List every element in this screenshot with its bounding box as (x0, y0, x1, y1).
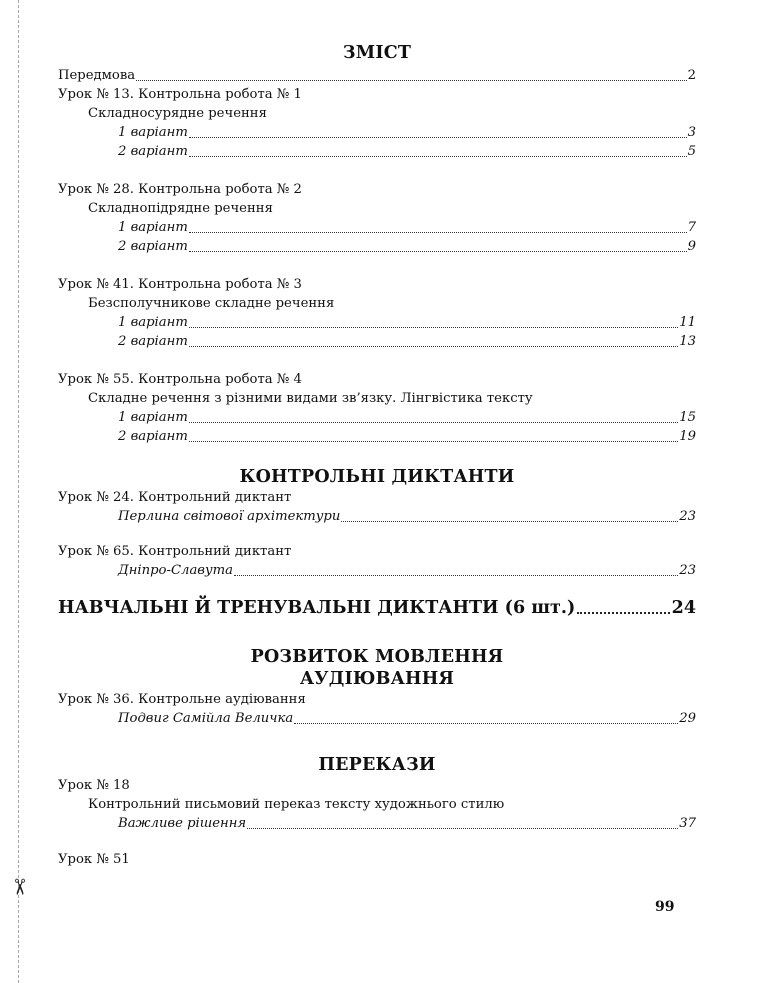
dot-leader (136, 80, 686, 81)
page-ref: 7 (687, 220, 696, 235)
cut-line (18, 0, 19, 983)
dictation-section-1 (58, 488, 696, 526)
lesson-topic: Складнопідрядне речення (88, 201, 273, 216)
lesson-heading: Урок № 24. Контрольний диктант (58, 490, 292, 505)
page-ref: 29 (679, 711, 696, 726)
entry-label: 1 варіант (118, 220, 188, 235)
dot-leader (247, 828, 678, 829)
lesson-heading: Урок № 36. Контрольне аудіювання (58, 692, 306, 707)
lesson-heading: Урок № 65. Контрольний диктант (58, 544, 292, 559)
entry-label: 2 варіант (118, 239, 188, 254)
test-section-4 (58, 370, 696, 446)
page-ref: 23 (679, 509, 696, 524)
dot-leader (189, 232, 687, 233)
speech-heading: РОЗВИТОК МОВЛЕННЯ (250, 647, 504, 667)
page-ref: 37 (679, 816, 696, 831)
dot-leader (189, 422, 678, 423)
entry-label: 2 варіант (118, 144, 188, 159)
dot-leader (341, 521, 678, 522)
lesson-heading: Урок № 41. Контрольна робота № 3 (58, 277, 302, 292)
dot-leader (189, 327, 678, 328)
toc-entry-retelling[interactable] (58, 814, 696, 833)
dot-leader (294, 723, 678, 724)
lesson-heading: Урок № 13. Контрольна робота № 1 (58, 87, 302, 102)
toc-entry-variant[interactable] (58, 142, 696, 161)
page-ref: 5 (687, 144, 696, 159)
dot-leader (234, 575, 678, 576)
dot-leader (189, 137, 687, 138)
entry-label: 1 варіант (118, 315, 188, 330)
dot-leader (189, 156, 687, 157)
lesson-heading: Урок № 18 (58, 778, 130, 793)
page-ref: 3 (687, 125, 696, 140)
table-of-contents (58, 42, 696, 869)
retellings-heading: ПЕРЕКАЗИ (318, 755, 436, 775)
page-ref: 24 (671, 598, 696, 618)
lesson-heading: Урок № 51 (58, 852, 130, 867)
retelling-section-1 (58, 776, 696, 833)
entry-label: Перлина світової архітектури (118, 509, 341, 524)
page-ref: 23 (679, 563, 696, 578)
toc-title: ЗМІСТ (342, 43, 412, 63)
scissors-icon: ✂ (6, 877, 31, 897)
entry-label: Важливе рішення (118, 816, 247, 831)
test-section-1 (58, 85, 696, 161)
toc-entry-variant[interactable] (58, 123, 696, 142)
test-section-2 (58, 180, 696, 256)
test-section-3 (58, 275, 696, 351)
listening-section (58, 690, 696, 728)
lesson-heading: Урок № 28. Контрольна робота № 2 (58, 182, 302, 197)
lesson-topic: Безсполучникове складне речення (88, 296, 335, 311)
lesson-topic: Контрольний письмовий переказ тексту художнього стилю (88, 797, 505, 812)
page-ref: 13 (679, 334, 696, 349)
toc-entry-dictation[interactable] (58, 561, 696, 580)
toc-entry-variant[interactable] (58, 408, 696, 427)
lesson-heading: Урок № 55. Контрольна робота № 4 (58, 372, 302, 387)
toc-entry-variant[interactable] (58, 427, 696, 446)
page-ref: 19 (679, 429, 696, 444)
entry-label: Дніпро-Славута (118, 563, 233, 578)
dot-leader (577, 612, 669, 614)
toc-entry-training-dictations[interactable] (58, 597, 696, 619)
dot-leader (189, 346, 678, 347)
toc-entry-dictation[interactable] (58, 507, 696, 526)
entry-label: 2 варіант (118, 429, 188, 444)
entry-label: 2 варіант (118, 334, 188, 349)
dot-leader (189, 441, 678, 442)
entry-label: Подвиг Самійла Величка (118, 711, 294, 726)
page-number: 99 (655, 899, 675, 915)
toc-entry-variant[interactable] (58, 218, 696, 237)
toc-entry-variant[interactable] (58, 332, 696, 351)
toc-entry-preface[interactable] (58, 66, 696, 85)
entry-label: 1 варіант (118, 125, 188, 140)
entry-label: 1 варіант (118, 410, 188, 425)
lesson-topic: Складне речення з різними видами зв’язку. Лінгвістика тексту (88, 391, 533, 406)
page-ref: 9 (687, 239, 696, 254)
dictations-heading: КОНТРОЛЬНІ ДИКТАНТИ (239, 467, 515, 487)
dictation-section-2 (58, 542, 696, 580)
lesson-topic: Складносурядне речення (88, 106, 267, 121)
page-ref: 11 (679, 315, 696, 330)
toc-entry-variant[interactable] (58, 237, 696, 256)
listening-subheading: АУДІЮВАННЯ (299, 669, 455, 689)
entry-label: НАВЧАЛЬНІ Й ТРЕНУВАЛЬНІ ДИКТАНТИ (6 шт.) (58, 598, 576, 618)
page-ref: 2 (687, 68, 696, 83)
page-ref: 15 (679, 410, 696, 425)
toc-entry-listening[interactable] (58, 709, 696, 728)
dot-leader (189, 251, 687, 252)
entry-label: Передмова (58, 68, 136, 83)
toc-entry-variant[interactable] (58, 313, 696, 332)
